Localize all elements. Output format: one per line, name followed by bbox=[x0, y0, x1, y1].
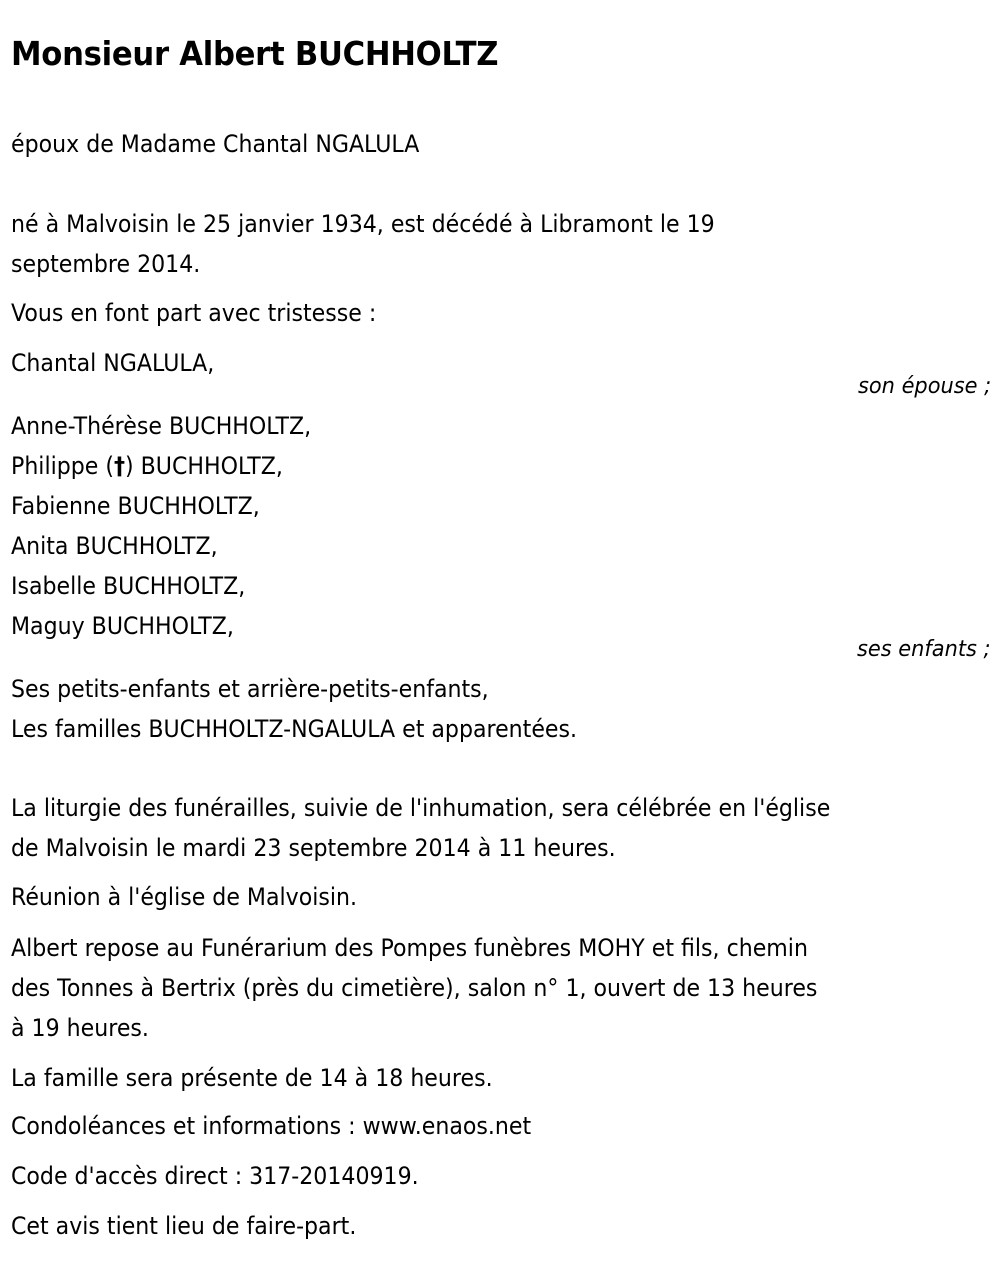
birth-death-line-1: né à Malvoisin le 25 janvier 1934, est décédé à Libramont le 19 bbox=[11, 210, 715, 238]
child-item: Fabienne BUCHHOLTZ, bbox=[11, 492, 260, 520]
child-item: Maguy BUCHHOLTZ, bbox=[11, 612, 234, 640]
child-item: Anita BUCHHOLTZ, bbox=[11, 532, 218, 560]
spouse-line: époux de Madame Chantal NGALULA bbox=[11, 130, 420, 158]
cross-icon: † bbox=[113, 452, 126, 480]
spouse-name: Chantal NGALULA, bbox=[11, 349, 215, 377]
condolences-label: Condoléances et informations : bbox=[11, 1112, 363, 1140]
funerarium-line-1: Albert repose au Funérarium des Pompes funèbres MOHY et fils, chemin bbox=[11, 934, 808, 962]
child-item: Isabelle BUCHHOLTZ, bbox=[11, 572, 246, 600]
children-relation: ses enfants ; bbox=[857, 637, 991, 662]
spouse-relation: son épouse ; bbox=[857, 374, 991, 399]
announce-intro: Vous en font part avec tristesse : bbox=[11, 299, 377, 327]
child-item: Anne-Thérèse BUCHHOLTZ, bbox=[11, 412, 312, 440]
access-code-line: Code d'accès direct : 317-20140919. bbox=[11, 1162, 419, 1190]
ceremony-line-1: La liturgie des funérailles, suivie de l'inhumation, sera célébrée en l'église bbox=[11, 794, 831, 822]
page-title: Monsieur Albert BUCHHOLTZ bbox=[11, 34, 499, 73]
child-item: Philippe (†) BUCHHOLTZ, bbox=[11, 452, 283, 480]
condolences-line bbox=[11, 1106, 531, 1146]
birth-death-line-2: septembre 2014. bbox=[11, 250, 201, 278]
ceremony-line-2: de Malvoisin le mardi 23 septembre 2014 à 11 heures. bbox=[11, 834, 616, 862]
funerarium-line-2: des Tonnes à Bertrix (près du cimetière), salon n° 1, ouvert de 13 heures bbox=[11, 974, 818, 1002]
grandchildren-line: Ses petits-enfants et arrière-petits-enfants, bbox=[11, 675, 489, 703]
funerarium-line-3: à 19 heures. bbox=[11, 1014, 149, 1042]
closing-line: Cet avis tient lieu de faire-part. bbox=[11, 1212, 357, 1240]
family-presence-line: La famille sera présente de 14 à 18 heures. bbox=[11, 1064, 493, 1092]
related-families-line: Les familles BUCHHOLTZ-NGALULA et apparentées. bbox=[11, 715, 578, 743]
condolences-link[interactable]: www.enaos.net bbox=[362, 1112, 532, 1140]
meeting-line: Réunion à l'église de Malvoisin. bbox=[11, 883, 358, 911]
